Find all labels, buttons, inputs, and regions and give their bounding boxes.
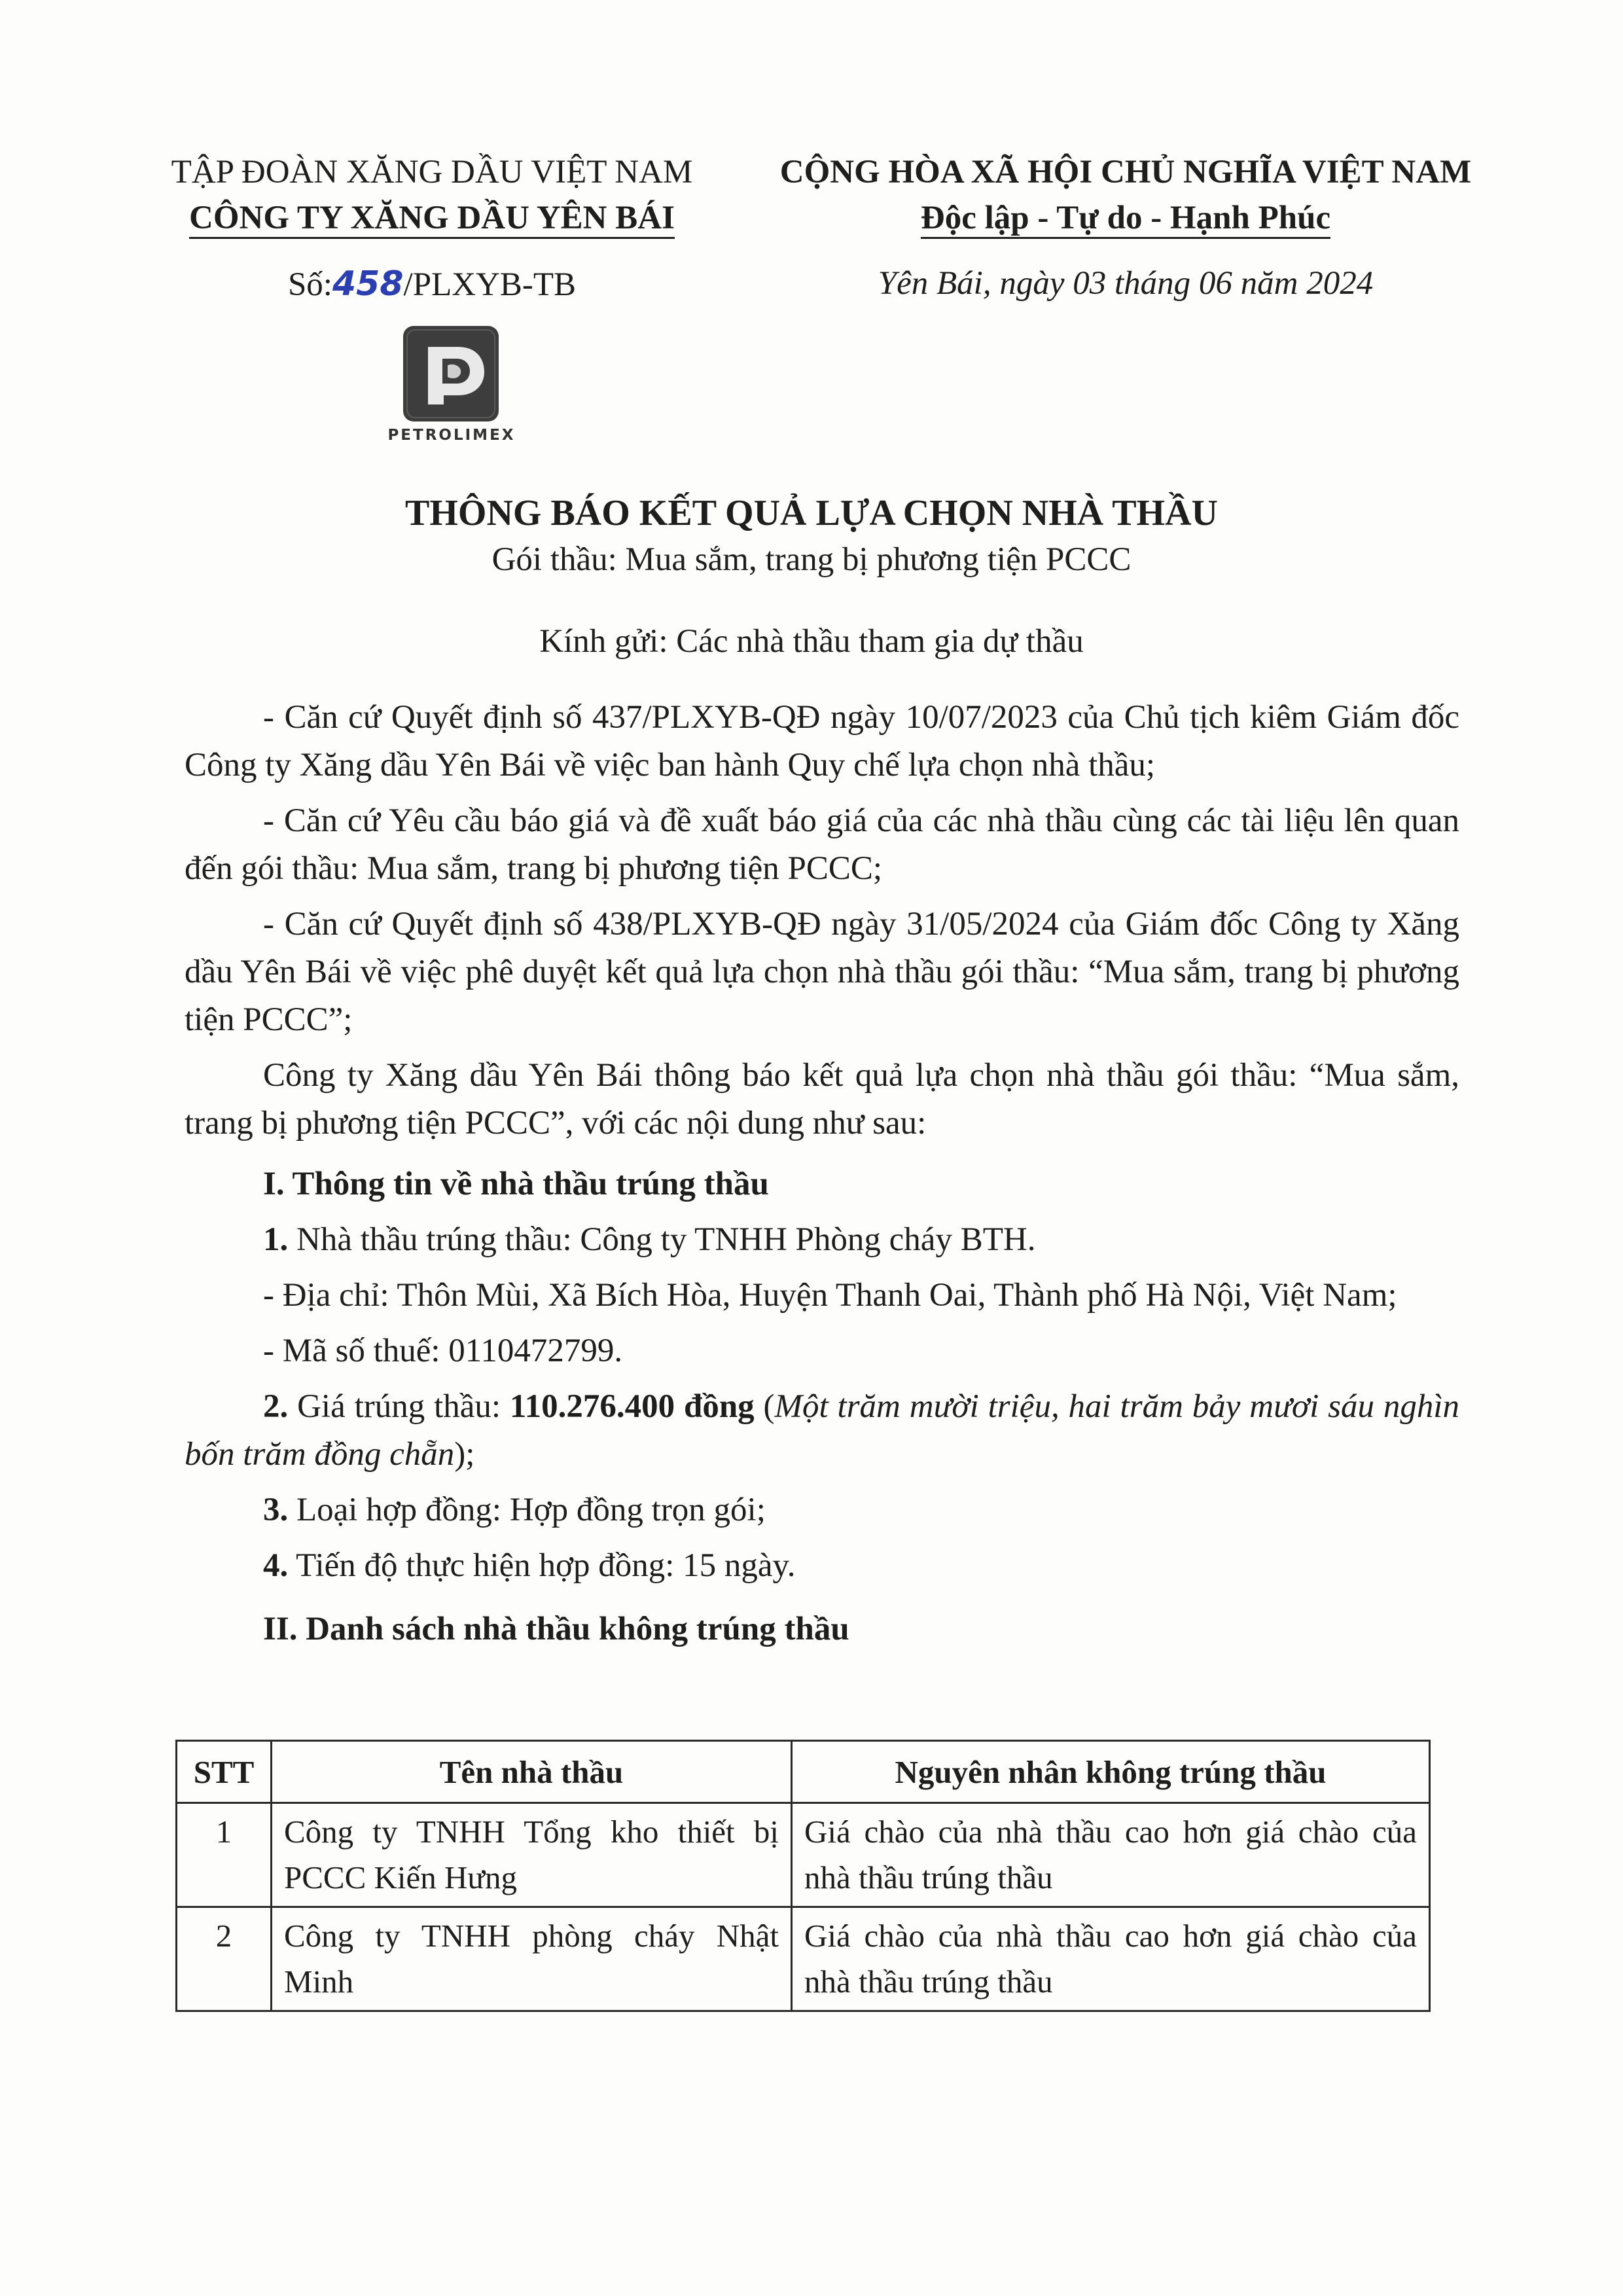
winner-tax-code: - Mã số thuế: 0110472799.	[263, 1333, 623, 1369]
basis-paragraph: - Căn cứ Quyết định số 437/PLXYB-QĐ ngày 10/07/2023 của Chủ tịch kiêm Giám đốc Công ty Xăng dầu Yên Bái về việc ban hành Quy chế lựa chọn nhà thầu;	[185, 699, 1459, 783]
table-row	[177, 1907, 1430, 2011]
rejection-reason: Giá chào của nhà thầu cao hơn giá chào của nhà thầu trúng thầu	[792, 1907, 1430, 2011]
section-2-heading: II. Danh sách nhà thầu không trúng thầu	[263, 1611, 849, 1647]
bidder-name: Công ty TNHH Tổng kho thiết bị PCCC Kiến Hưng	[272, 1803, 792, 1907]
petrolimex-emblem-icon	[402, 325, 500, 423]
recipient-line: Kính gửi: Các nhà thầu tham gia dự thầu	[539, 623, 1084, 660]
parent-organization: TẬP ĐOÀN XĂNG DẦU VIỆT NAM	[171, 154, 693, 190]
basis-paragraph: - Căn cứ Quyết định số 438/PLXYB-QĐ ngày 31/05/2024 của Giám đốc Công ty Xăng dầu Yên Bái về việc phê duyệt kết quả lựa chọn nhà thầu gói thầu: “Mua sắm, trang bị phương tiện PCCC”;	[185, 906, 1459, 1038]
place-and-date: Yên Bái, ngày 03 tháng 06 năm 2024	[878, 265, 1374, 302]
document-number: Số:458/PLXYB-TB	[287, 264, 577, 304]
price-amount: 110.276.400 đồng	[509, 1388, 755, 1425]
winner-address: - Địa chỉ: Thôn Mùi, Xã Bích Hòa, Huyện Thanh Oai, Thành phố Hà Nội, Việt Nam;	[263, 1277, 1397, 1314]
contract-schedule: 4. Tiến độ thực hiện hợp đồng: 15 ngày.	[263, 1547, 796, 1584]
bidder-name: Công ty TNHH phòng cháy Nhật Minh	[272, 1907, 792, 2011]
table-header-row	[177, 1741, 1430, 1803]
document-title: THÔNG BÁO KẾT QUẢ LỰA CHỌN NHÀ THẦU	[404, 493, 1218, 533]
issuing-company: CÔNG TY XĂNG DẦU YÊN BÁI	[189, 199, 675, 239]
losing-bidders-table	[175, 1740, 1431, 2012]
basis-paragraph: - Căn cứ Yêu cầu báo giá và đề xuất báo giá của các nhà thầu cùng các tài liệu lên quan đến gói thầu: Mua sắm, trang bị phương tiện PCCC;	[185, 802, 1459, 887]
country-name: CỘNG HÒA XÃ HỘI CHỦ NGHĨA VIỆT NAM	[779, 154, 1472, 190]
rejection-reason: Giá chào của nhà thầu cao hơn giá chào của nhà thầu trúng thầu	[792, 1803, 1430, 1907]
petrolimex-logo	[373, 325, 530, 456]
column-header: Tên nhà thầu	[272, 1741, 792, 1803]
table-row	[177, 1803, 1430, 1907]
national-header	[759, 149, 1492, 241]
contract-type: 3. Loại hợp đồng: Hợp đồng trọn gói;	[263, 1492, 766, 1528]
handwritten-number: 458	[332, 264, 404, 304]
section-1-heading: I. Thông tin về nhà thầu trúng thầu	[263, 1166, 769, 1202]
column-header: STT	[177, 1741, 272, 1803]
price-in-words: Một trăm mười triệu, hai trăm bảy mươi sáu nghìn bốn trăm đồng chẵn	[185, 1388, 1460, 1473]
intro-paragraph: Công ty Xăng dầu Yên Bái thông báo kết quả lựa chọn nhà thầu gói thầu: “Mua sắm, trang bị phương tiện PCCC”, với các nội dung như sau:	[185, 1057, 1459, 1141]
column-header: Nguyên nhân không trúng thầu	[792, 1741, 1430, 1803]
national-motto: Độc lập - Tự do - Hạnh Phúc	[921, 199, 1330, 239]
document-subtitle: Gói thầu: Mua sắm, trang bị phương tiện PCCC	[491, 541, 1132, 578]
row-number: 2	[177, 1907, 272, 2011]
winning-price: 2. Giá trúng thầu: 110.276.400 đồng (Một trăm mười triệu, hai trăm bảy mươi sáu nghìn bốn trăm đồng chẵn);	[185, 1388, 1460, 1473]
logo-wordmark: PETROLIMEX	[387, 427, 516, 444]
row-number: 1	[177, 1803, 272, 1907]
document-body	[185, 694, 1459, 1653]
issuer-block	[131, 149, 733, 241]
winner-line: 1. Nhà thầu trúng thầu: Công ty TNHH Phòng cháy BTH.	[263, 1221, 1036, 1258]
